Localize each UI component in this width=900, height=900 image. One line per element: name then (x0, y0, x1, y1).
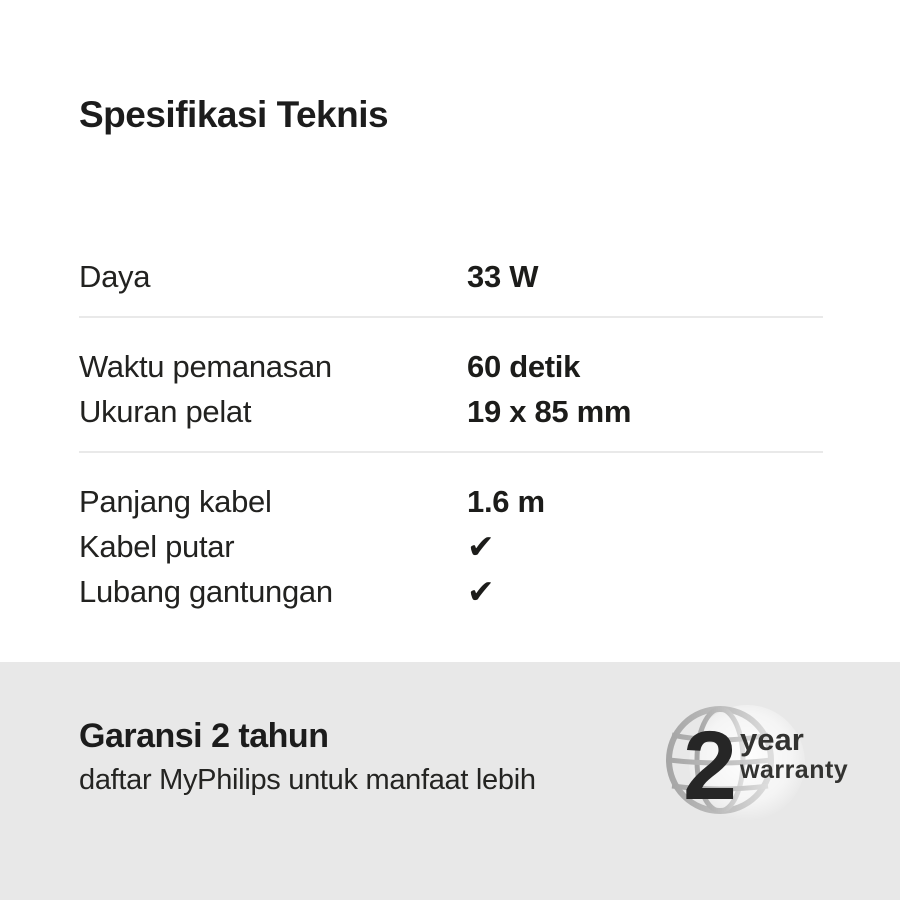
spec-row (79, 389, 823, 434)
spec-value: 33 W (467, 259, 539, 294)
spec-value-checkmark-icon: ✔ (467, 573, 495, 610)
spec-row (79, 524, 823, 569)
spec-row (79, 344, 823, 389)
spec-row (79, 569, 823, 614)
spec-value: 19 x 85 mm (467, 394, 632, 429)
warranty-title: Garansi 2 tahun (79, 717, 329, 755)
warranty-badge (655, 700, 890, 825)
spec-label: Waktu pemanasan (79, 349, 332, 384)
warranty-badge-warranty-label: warranty (740, 756, 849, 784)
spec-row (79, 254, 823, 299)
spec-value: 1.6 m (467, 484, 545, 519)
spec-label: Daya (79, 259, 151, 294)
warranty-years-number: 2 (683, 711, 737, 820)
spec-label: Lubang gantungan (79, 574, 333, 609)
page-title: Spesifikasi Teknis (79, 94, 389, 135)
spec-value-checkmark-icon: ✔ (467, 528, 495, 565)
spec-label: Ukuran pelat (79, 394, 252, 429)
spec-table (79, 254, 823, 614)
spec-label: Panjang kabel (79, 484, 272, 519)
section-divider (79, 316, 823, 318)
spec-row (79, 479, 823, 524)
warranty-subtitle: daftar MyPhilips untuk manfaat lebih (79, 764, 536, 796)
section-divider (79, 451, 823, 453)
spec-label: Kabel putar (79, 529, 235, 564)
spec-value: 60 detik (467, 349, 581, 384)
warranty-badge-year-label: year (740, 722, 804, 757)
